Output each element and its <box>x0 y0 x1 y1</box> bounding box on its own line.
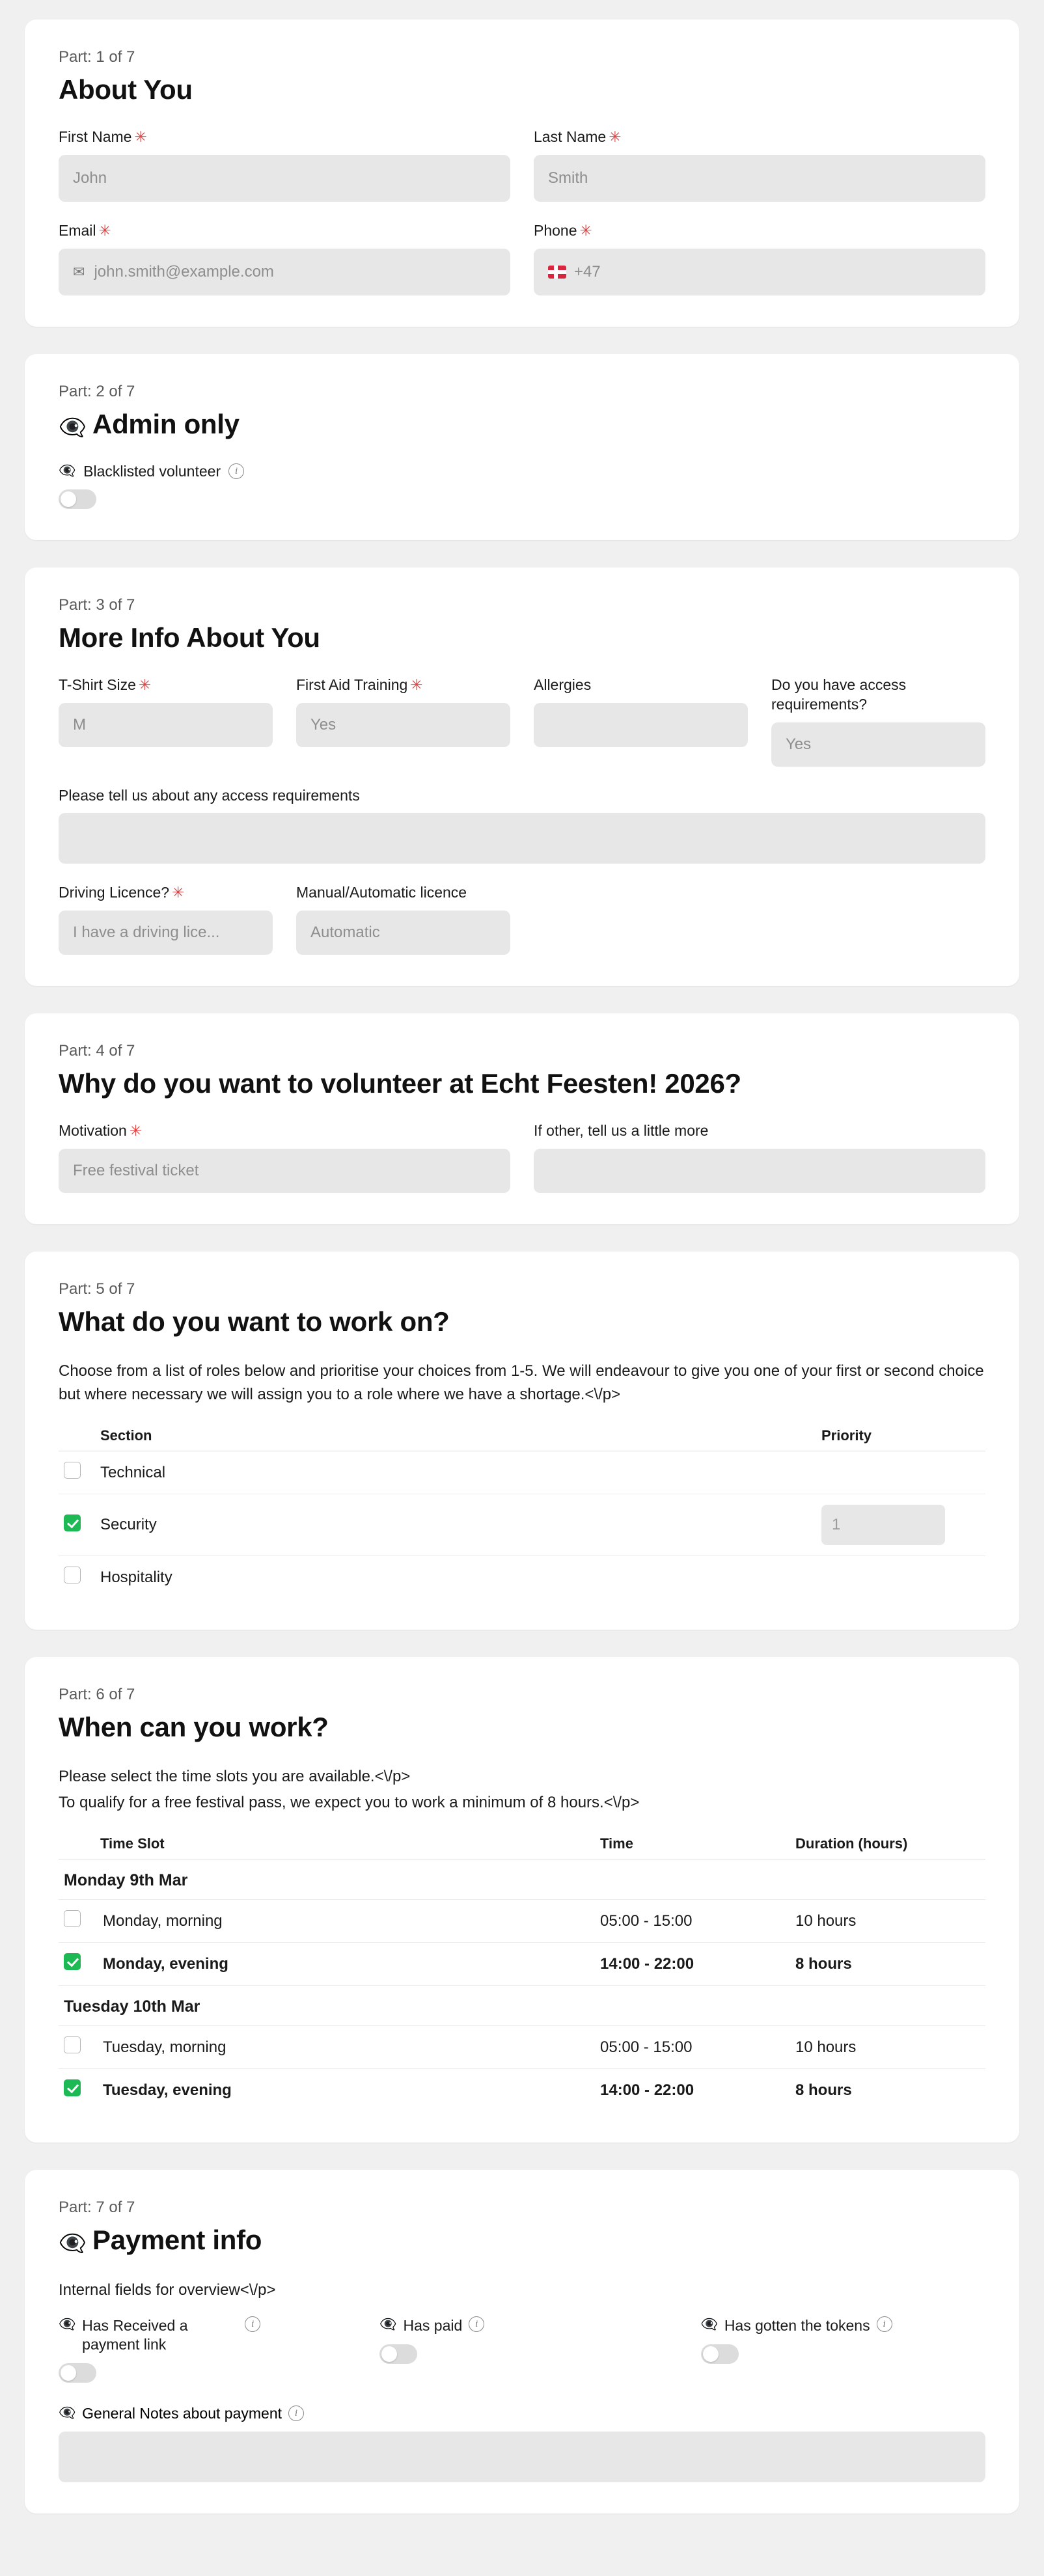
part-label-1: Part: 1 of 7 <box>59 48 135 66</box>
table-row <box>59 1943 985 1986</box>
card-title-1: About You <box>59 74 193 105</box>
info-icon[interactable]: i <box>469 2316 484 2332</box>
access-field <box>771 676 985 767</box>
manual-select[interactable] <box>296 911 510 955</box>
payment-toggle-item <box>379 2316 664 2383</box>
email-label: Email ✳ <box>59 221 111 239</box>
availability-group-name: Tuesday 10th Mar <box>59 1986 985 2026</box>
roles-header-checkbox <box>59 1421 95 1451</box>
access-details-textarea[interactable] <box>59 813 985 864</box>
table-row <box>59 1556 985 1599</box>
hidden-eye-icon: 👁‍🗨 <box>59 415 87 440</box>
hidden-eye-icon: 👁‍🗨 <box>59 463 76 479</box>
card-title-2: 👁‍🗨 Admin only <box>59 408 240 440</box>
hidden-eye-icon: 👁‍🗨 <box>700 2317 718 2333</box>
slot-checkbox[interactable] <box>64 1953 81 1970</box>
slot-checkbox-cell[interactable] <box>59 1943 95 1986</box>
availability-group-name: Monday 9th Mar <box>59 1859 985 1900</box>
manual-value: Automatic <box>310 924 380 942</box>
allergies-field <box>534 676 748 767</box>
last-name-label: Last Name ✳ <box>534 128 622 145</box>
allergies-label: Allergies <box>534 676 592 693</box>
firstaid-field <box>296 676 510 767</box>
payment-link-label: Has Received a payment link <box>82 2317 188 2353</box>
spacer-field <box>534 883 748 955</box>
availability-header-row <box>59 1829 985 1859</box>
role-checkbox-cell[interactable] <box>59 1556 95 1599</box>
slot-duration: 8 hours <box>795 2081 852 2099</box>
info-icon[interactable]: i <box>228 463 244 479</box>
roles-table <box>59 1421 985 1598</box>
slot-checkbox[interactable] <box>64 1910 81 1927</box>
role-section: Technical <box>95 1451 816 1494</box>
has-paid-label: Has paid <box>403 2317 463 2335</box>
card-admin-only <box>25 354 1019 540</box>
card-title-3: More Info About You <box>59 622 320 653</box>
payment-notes-textarea[interactable] <box>59 2432 985 2482</box>
last-name-value: Smith <box>548 169 588 187</box>
payment-notes-label: General Notes about payment <box>82 2404 282 2422</box>
blacklisted-label-row <box>59 463 985 480</box>
required-asterisk: ✳ <box>129 1122 143 1140</box>
spacer-field <box>771 883 985 955</box>
payment-toggle-item <box>701 2316 985 2383</box>
phone-label: Phone ✳ <box>534 221 592 239</box>
availability-description-2: To qualify for a free festival pass, we expect you to work a minimum of 8 hours.<\/p> <box>59 1794 640 1812</box>
payment-description: Internal fields for overview<\/p> <box>59 2281 276 2299</box>
tshirt-field <box>59 676 273 767</box>
last-name-input[interactable] <box>534 155 985 202</box>
payment-link-toggle[interactable] <box>59 2363 96 2383</box>
slot-time: 14:00 - 22:00 <box>595 1943 790 1986</box>
hidden-eye-icon: 👁‍🗨 <box>59 2317 76 2333</box>
payment-link-label-row <box>59 2316 343 2354</box>
phone-field <box>534 221 985 295</box>
motivation-row <box>59 1121 985 1193</box>
other-field <box>534 1121 985 1193</box>
availability-group-row <box>59 1859 985 1900</box>
availability-table <box>59 1829 985 2111</box>
card-payment-info <box>25 2170 1019 2514</box>
driving-field <box>59 883 273 955</box>
driving-label: Driving Licence? ✳ <box>59 884 185 901</box>
required-asterisk: ✳ <box>410 676 423 693</box>
name-row <box>59 128 985 202</box>
access-label: Do you have access requirements? <box>771 676 907 713</box>
motivation-label: Motivation ✳ <box>59 1122 143 1140</box>
first-name-field <box>59 128 510 202</box>
slot-label: Monday, evening <box>95 1943 595 1986</box>
role-checkbox[interactable] <box>64 1567 81 1583</box>
info-icon[interactable]: i <box>877 2316 892 2332</box>
required-asterisk: ✳ <box>134 128 147 145</box>
required-asterisk: ✳ <box>138 676 152 693</box>
availability-group-row <box>59 1986 985 2026</box>
phone-input[interactable] <box>534 249 985 295</box>
access-value: Yes <box>786 735 812 753</box>
hidden-eye-icon: 👁‍🗨 <box>379 2317 397 2333</box>
other-label: If other, tell us a little more <box>534 1122 709 1140</box>
required-asterisk: ✳ <box>579 221 592 239</box>
slot-duration: 10 hours <box>790 2026 985 2069</box>
payment-notes-label-row <box>59 2405 985 2422</box>
availability-header-time: Time <box>595 1829 790 1859</box>
slot-checkbox-cell[interactable] <box>59 2069 95 2112</box>
part-label-2: Part: 2 of 7 <box>59 382 135 400</box>
slot-checkbox[interactable] <box>64 2079 81 2096</box>
allergies-input[interactable] <box>534 703 748 747</box>
availability-header-checkbox <box>59 1829 95 1859</box>
card-roles <box>25 1252 1019 1630</box>
part-label-3: Part: 3 of 7 <box>59 596 135 614</box>
first-name-label: First Name ✳ <box>59 128 147 145</box>
roles-header-row <box>59 1421 985 1451</box>
required-asterisk: ✳ <box>172 884 185 901</box>
contact-row <box>59 221 985 295</box>
flag-icon <box>548 266 566 279</box>
motivation-select[interactable] <box>59 1149 510 1193</box>
part-label-4: Part: 4 of 7 <box>59 1042 135 1060</box>
email-value: john.smith@example.com <box>94 262 274 281</box>
phone-value: +47 <box>574 262 601 281</box>
access-details-label: Please tell us about any access requirements <box>59 786 360 804</box>
hidden-eye-icon: 👁‍🗨 <box>59 2231 87 2256</box>
card-more-info <box>25 568 1019 987</box>
role-checkbox-cell[interactable] <box>59 1451 95 1494</box>
availability-header-slot: Time Slot <box>95 1829 595 1859</box>
firstaid-value: Yes <box>310 715 337 733</box>
slot-checkbox-cell[interactable] <box>59 2026 95 2069</box>
availability-header-duration: Duration (hours) <box>790 1829 985 1859</box>
payment-toggle-item <box>59 2316 343 2383</box>
part-label-6: Part: 6 of 7 <box>59 1686 135 1704</box>
role-section: Security <box>95 1494 816 1556</box>
last-name-field <box>534 128 985 202</box>
roles-description: Choose from a list of roles below and prioritise your choices from 1-5. We will endeavour to give you one of your first or second choice but where necessary we will assign you to a role where we have a shortage.<\/p> <box>59 1362 984 1404</box>
manual-field <box>296 883 510 955</box>
tshirt-value: M <box>73 715 86 733</box>
other-input[interactable] <box>534 1149 985 1193</box>
has-tokens-label: Has gotten the tokens <box>724 2317 870 2335</box>
has-paid-toggle[interactable] <box>379 2344 417 2364</box>
has-tokens-toggle[interactable] <box>701 2344 739 2364</box>
role-priority-cell <box>816 1494 985 1556</box>
has-tokens-label-row <box>701 2316 985 2335</box>
part-label-7: Part: 7 of 7 <box>59 2199 135 2217</box>
firstaid-select[interactable] <box>296 703 510 747</box>
required-asterisk: ✳ <box>609 128 622 145</box>
table-row <box>59 2026 985 2069</box>
access-details-row <box>59 786 985 864</box>
role-priority-value: 1 <box>832 1516 841 1534</box>
card-motivation <box>25 1013 1019 1224</box>
card-availability <box>25 1657 1019 2143</box>
slot-duration: 8 hours <box>790 1943 985 1986</box>
hidden-eye-icon: 👁‍🗨 <box>59 2405 76 2421</box>
licence-row <box>59 883 985 955</box>
required-asterisk: ✳ <box>98 221 111 239</box>
info-icon[interactable]: i <box>245 2316 260 2332</box>
slot-time: 05:00 - 15:00 <box>595 2026 790 2069</box>
role-priority-cell <box>816 1451 985 1494</box>
role-section: Hospitality <box>100 1568 172 1586</box>
card-title-4: Why do you want to volunteer at Echt Feesten! 2026? <box>59 1068 741 1099</box>
mail-icon: ✉ <box>73 263 85 280</box>
first-name-value: John <box>73 169 107 187</box>
slot-label: Tuesday, morning <box>95 2026 595 2069</box>
role-checkbox-cell[interactable] <box>59 1494 95 1556</box>
driving-value: I have a driving lice... <box>73 924 220 942</box>
access-select[interactable] <box>771 722 985 767</box>
slot-time: 14:00 - 22:00 <box>600 2081 694 2099</box>
role-checkbox[interactable] <box>64 1514 81 1531</box>
roles-header-priority: Priority <box>816 1421 985 1451</box>
payment-toggles <box>59 2316 985 2383</box>
access-details-field <box>59 786 985 864</box>
table-row <box>59 1900 985 1943</box>
card-title-6: When can you work? <box>59 1712 329 1743</box>
motivation-field <box>59 1121 510 1193</box>
slot-duration: 10 hours <box>790 1900 985 1943</box>
manual-label: Manual/Automatic licence <box>296 884 467 901</box>
slot-checkbox-cell[interactable] <box>59 1900 95 1943</box>
part-label-5: Part: 5 of 7 <box>59 1280 135 1298</box>
email-field <box>59 221 510 295</box>
card-title-5: What do you want to work on? <box>59 1306 450 1337</box>
info-row-1 <box>59 676 985 767</box>
driving-select[interactable] <box>59 911 273 955</box>
info-icon[interactable]: i <box>288 2405 304 2421</box>
card-title-7: 👁‍🗨 Payment info <box>59 2225 262 2256</box>
slot-label: Monday, morning <box>95 1900 595 1943</box>
email-input[interactable] <box>59 249 510 295</box>
role-priority-cell <box>816 1556 985 1599</box>
table-row <box>59 1451 985 1494</box>
tshirt-select[interactable] <box>59 703 273 747</box>
role-checkbox[interactable] <box>64 1462 81 1479</box>
card-about-you <box>25 20 1019 327</box>
firstaid-label: First Aid Training ✳ <box>296 676 423 693</box>
blacklisted-label: Blacklisted volunteer <box>83 462 221 480</box>
table-row <box>59 2069 985 2112</box>
first-name-input[interactable] <box>59 155 510 202</box>
has-paid-label-row <box>379 2316 664 2335</box>
slot-checkbox[interactable] <box>64 2036 81 2053</box>
slot-time: 05:00 - 15:00 <box>595 1900 790 1943</box>
tshirt-label: T-Shirt Size ✳ <box>59 676 152 693</box>
slot-label: Tuesday, evening <box>103 2081 232 2099</box>
availability-description-1: Please select the time slots you are available.<\/p> <box>59 1768 411 1786</box>
blacklisted-toggle[interactable] <box>59 489 96 509</box>
table-row <box>59 1494 985 1556</box>
role-priority-input[interactable] <box>821 1505 945 1545</box>
roles-header-section: Section <box>95 1421 816 1451</box>
motivation-value: Free festival ticket <box>73 1162 199 1180</box>
